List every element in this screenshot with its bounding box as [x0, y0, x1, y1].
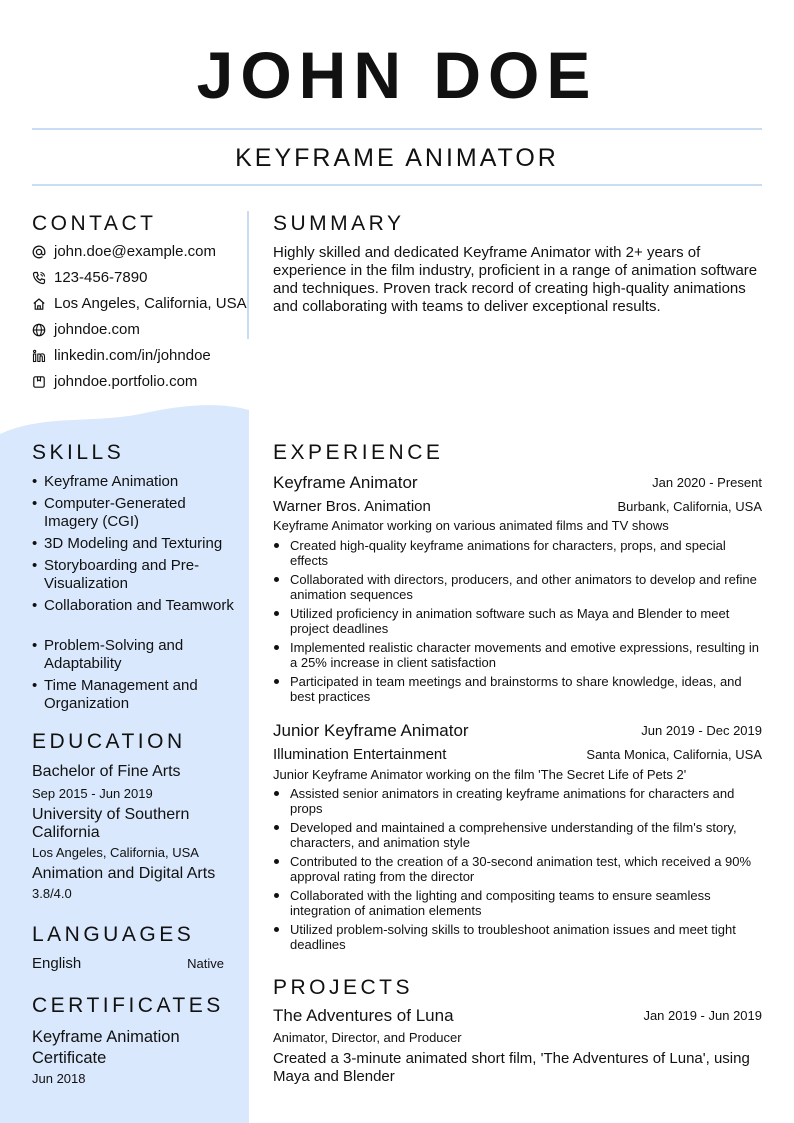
education-school: University of Southern California: [32, 806, 190, 841]
job-location: Burbank, California, USA: [617, 499, 762, 514]
contact-location-text: Los Angeles, California, USA: [54, 295, 247, 312]
contact-linkedin-text: linkedin.com/in/johndoe: [54, 347, 211, 364]
contact-phone[interactable]: [32, 267, 247, 289]
contact-website-text: johndoe.com: [54, 321, 140, 338]
job-title-header: KEYFRAME ANIMATOR: [235, 144, 559, 172]
certificates-heading: CERTIFICATES: [32, 994, 224, 1017]
job-bullet: [290, 606, 762, 636]
job-bullet-text: Implemented realistic character movements and emotive expressions, resulting in a 25% increase in client satisfaction: [290, 640, 759, 670]
bullet-dot: [274, 791, 279, 796]
contact-linkedin[interactable]: [32, 345, 247, 367]
contact-email[interactable]: [32, 241, 247, 263]
contact-email-text: john.doe@example.com: [54, 243, 216, 260]
contact-heading: CONTACT: [32, 212, 157, 235]
column-divider: [247, 211, 249, 339]
job-bullet: [290, 674, 762, 704]
skill-item: • Time Management and Organization: [32, 677, 237, 713]
job-bullet-text: Developed and maintained a comprehensive understanding of the film's story, characters, and animation style: [290, 820, 737, 850]
skill-item: • Collaboration and Teamwork: [32, 597, 237, 615]
job-bullet-text: Participated in team meetings and brainstorms to share knowledge, ideas, and best practices: [290, 674, 742, 704]
job-bullet: [290, 820, 762, 850]
language-level: Native: [187, 956, 224, 971]
projects-heading: PROJECTS: [273, 976, 414, 999]
bullet-dot: [274, 611, 279, 616]
job-bullet: [290, 922, 762, 952]
languages-heading: LANGUAGES: [32, 923, 195, 946]
job-title: Junior Keyframe Animator: [273, 721, 469, 740]
contact-website[interactable]: [32, 319, 247, 341]
job-bullet: [290, 572, 762, 602]
project-title: The Adventures of Luna: [273, 1006, 454, 1025]
job-location: Santa Monica, California, USA: [586, 747, 762, 762]
bullet-dot: [274, 825, 279, 830]
contact-portfolio[interactable]: [32, 371, 247, 393]
summary-heading: SUMMARY: [273, 212, 405, 235]
bullet-dot: [274, 927, 279, 932]
bullet-dot: [274, 577, 279, 582]
job-company: Warner Bros. Animation: [273, 498, 431, 515]
job-bullet: [290, 538, 762, 568]
education-location: Los Angeles, California, USA: [32, 845, 199, 860]
job-bullet-text: Collaborated with directors, producers, and other animators to develop and refine animation sequences: [290, 572, 757, 602]
bullet-dot: [274, 645, 279, 650]
education-gpa: 3.8/4.0: [32, 886, 72, 901]
language-name: English: [32, 955, 82, 972]
job-bullet-text: Contributed to the creation of a 30-second animation test, which received a 90% approval rating from the director: [290, 854, 752, 884]
skill-item: • 3D Modeling and Texturing: [32, 535, 237, 553]
contact-phone-text: 123-456-7890: [54, 269, 148, 286]
job-bullet-text: Utilized problem-solving skills to troubleshoot animation issues and meet tight deadlines: [290, 922, 736, 952]
job-bullet-text: Assisted senior animators in creating keyframe animations for characters and props: [290, 786, 735, 816]
bullet-dot: [274, 543, 279, 548]
contact-portfolio-text: johndoe.portfolio.com: [54, 373, 198, 390]
certificate-date: Jun 2018: [32, 1071, 86, 1086]
project-dates: Jan 2019 - Jun 2019: [643, 1008, 762, 1023]
job-bullet: [290, 640, 762, 670]
job-bullet: [290, 854, 762, 884]
header-rule-top: [32, 128, 762, 130]
phone-icon: [32, 271, 46, 285]
project-description: Created a 3-minute animated short film, 'The Adventures of Luna', using Maya and Blender: [273, 1050, 750, 1085]
education-field: Animation and Digital Arts: [32, 865, 216, 882]
skill-item: • Keyframe Animation: [32, 473, 237, 491]
job-bullet-text: Collaborated with the lighting and compositing teams to ensure seamless integration of animation elements: [290, 888, 711, 918]
header-rule-bottom: [32, 184, 762, 186]
project-role: Animator, Director, and Producer: [273, 1030, 462, 1045]
job-title: Keyframe Animator: [273, 473, 418, 492]
home-icon: [32, 297, 46, 311]
bullet-dot: [274, 859, 279, 864]
skill-item: • Storyboarding and Pre-Visualization: [32, 557, 237, 593]
certificate-name: Keyframe Animation Certificate: [32, 1028, 180, 1067]
globe-icon: [32, 323, 46, 337]
job-description: Junior Keyframe Animator working on the film 'The Secret Life of Pets 2': [273, 767, 687, 782]
education-dates: Sep 2015 - Jun 2019: [32, 786, 153, 801]
job-dates: Jun 2019 - Dec 2019: [641, 723, 762, 738]
portfolio-icon: [32, 375, 46, 389]
summary-text: Highly skilled and dedicated Keyframe Animator with 2+ years of experience in the film industry, proficient in a range of animation software and techniques. Proven track record of creating high-quality animations and collaborating with teams to deliver exceptional results.: [273, 244, 758, 315]
education-degree: Bachelor of Fine Arts: [32, 763, 181, 780]
job-description: Keyframe Animator working on various animated films and TV shows: [273, 518, 669, 533]
linkedin-icon: [32, 349, 46, 363]
job-dates: Jan 2020 - Present: [652, 475, 762, 490]
job-bullet-text: Created high-quality keyframe animations for characters, props, and special effects: [290, 538, 726, 568]
candidate-name: JOHN DOE: [196, 38, 598, 112]
job-bullet: [290, 786, 762, 816]
job-company: Illumination Entertainment: [273, 746, 447, 763]
at-icon: [32, 245, 46, 259]
job-bullet-text: Utilized proficiency in animation software such as Maya and Blender to meet project deadlines: [290, 606, 730, 636]
skills-heading: SKILLS: [32, 441, 125, 464]
contact-location: [32, 293, 247, 315]
skill-item: • Problem-Solving and Adaptability: [32, 637, 237, 673]
bullet-dot: [274, 893, 279, 898]
bullet-dot: [274, 679, 279, 684]
experience-heading: EXPERIENCE: [273, 441, 444, 464]
job-bullet: [290, 888, 762, 918]
skill-item: • Computer-Generated Imagery (CGI): [32, 495, 237, 531]
education-heading: EDUCATION: [32, 730, 186, 753]
